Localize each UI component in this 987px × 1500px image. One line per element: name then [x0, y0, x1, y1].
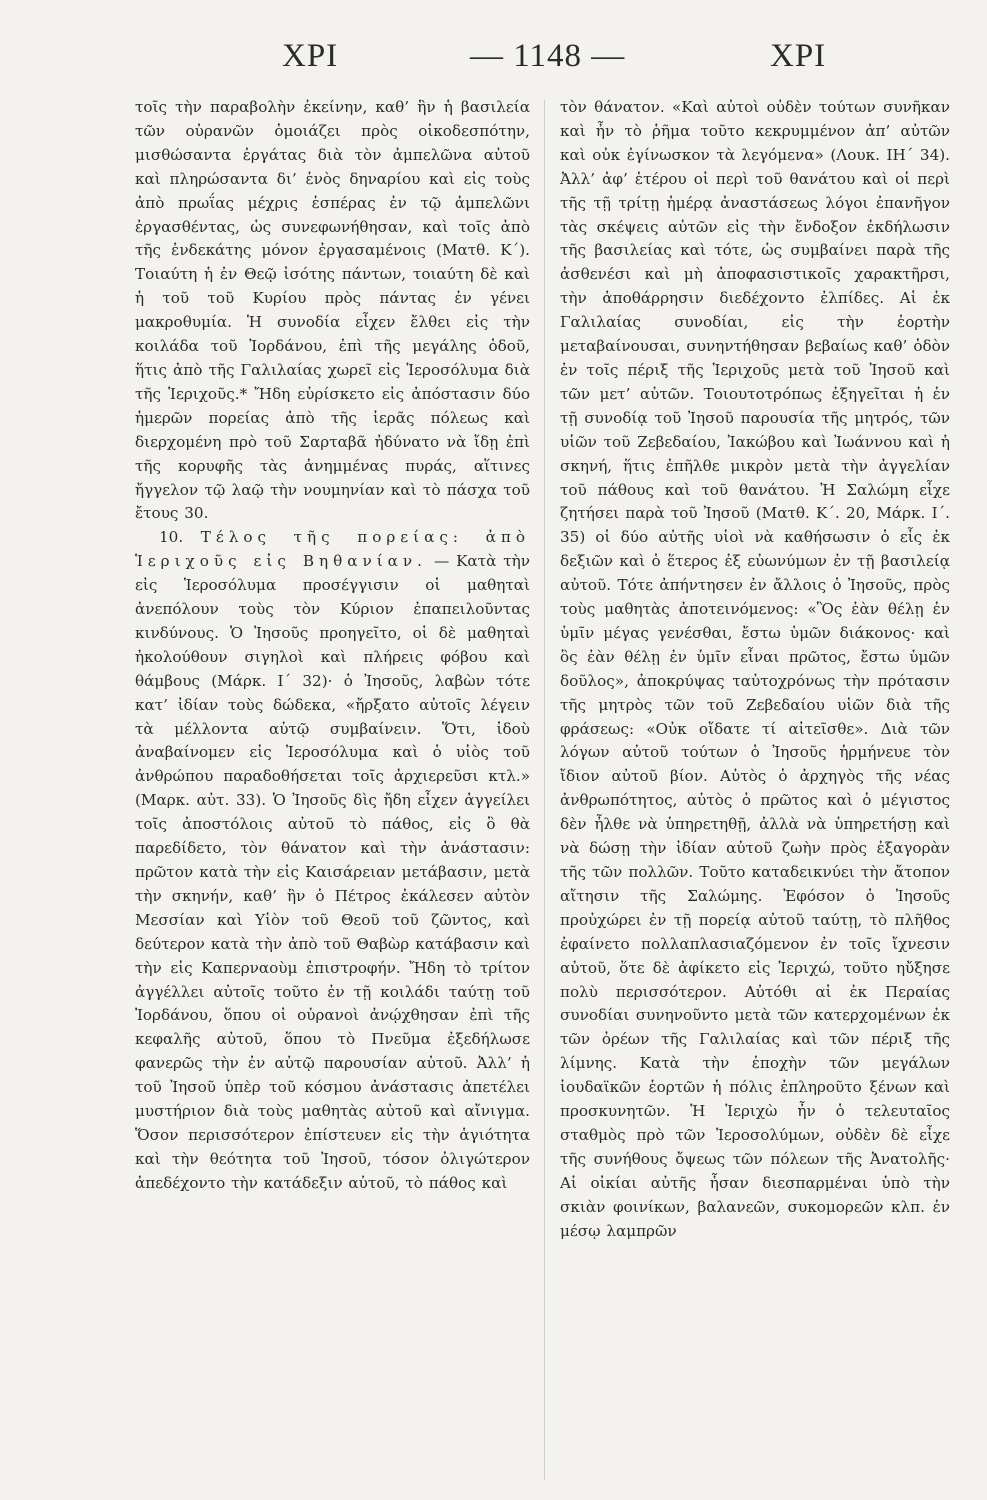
section-number: 10. [159, 528, 184, 547]
left-column [135, 96, 530, 1486]
page-number: — 1148 — [470, 38, 626, 74]
page-header [0, 38, 987, 88]
right-column [560, 96, 950, 1486]
section-10-paragraph [135, 526, 530, 1195]
column-divider [544, 100, 545, 1480]
header-right-keyword: ΧΡΙ [770, 38, 827, 74]
right-paragraph-1: τὸν θάνατον. «Καὶ αὐτοὶ οὐδὲν τούτων συνῆκαν καὶ ἦν τὸ ῥῆμα τοῦτο κεκρυμμένον ἀπ’ αὐτῶν καὶ οὐκ ἐγίνωσκον τὰ λεγόμενα» (Λουκ. ΙΗ΄ 34). Ἀλλ’ ἀφ’ ἑτέρου οἱ περὶ τοῦ θανάτου καὶ οἱ περὶ τῆς τῇ τρίτῃ ἡμέρᾳ ἀναστάσεως λόγοι ἐπανῆγον τὰς σκέψεις αὐτῶν εἰς τὴν ἔνδοξον ἐκδήλωσιν τῆς βασιλείας καὶ τότε, ὡς συμβαίνει παρὰ τῆς ἀσθενέσι καὶ μὴ ἀποφασιστικοῖς χαρακτῆρσι, τὴν ἀποθάρρησιν διεδέχοντο ἐλπίδες. Αἱ ἐκ Γαλιλαίας συνοδίαι, εἰς τὴν ἑορτὴν μεταβαίνουσαι, συνηντήθησαν βεβαίως καθ’ ὁδὸν ἐν τοῖς πέριξ τῆς Ἱεριχοῦς μετὰ τοῦ Ἰησοῦ καὶ τῶν μετ’ αὐτῶν. Τοιουτοτρόπως ἐξηγεῖται ἡ ἐν τῇ συνοδίᾳ τοῦ Ἰησοῦ παρουσία τῆς μητρός, τῶν υἱῶν τοῦ Ζεβεδαίου, Ἰακώβου καὶ Ἰωάννου καὶ ἡ σκηνή, ἥτις ἐπῆλθε μικρὸν μετὰ τὴν ἀγγελίαν τοῦ πάθους καὶ τοῦ θανάτου. Ἡ Σαλώμη εἶχε ζητήσει παρὰ τοῦ Ἰησοῦ (Ματθ. Κ΄. 20, Μάρκ. Ι΄. 35) οἱ δύο αὐτῆς υἱοὶ νὰ καθήσωσιν ὁ εἷς ἐκ δεξιῶν καὶ ὁ ἕτερος ἐξ εὐωνύμων ἐν τῇ βασιλείᾳ αὐτοῦ. Τότε ἀπήντησεν ἐν ἄλλοις ὁ Ἰησοῦς, πρὸς τοὺς μαθητὰς ἀποτεινόμενος: «Ὃς ἐὰν θέλῃ ἐν ὑμῖν μέγας γενέσθαι, ἔστω ὑμῶν διάκονος· καὶ ὃς ἐὰν θέλῃ ἐν ὑμῖν εἶναι πρῶτος, ἔστω ὑμῶν δοῦλος», ἀποκρύψας ταὐτοχρόνως τὴν πρότασιν τῆς μητρὸς τῶν τοῦ Ζεβεδαίου υἱῶν διὰ τῆς φράσεως: «Οὐκ οἴδατε τί αἰτεῖσθε». Διὰ τῶν λόγων αὐτοῦ τούτων ὁ Ἰησοῦς ἡρμήνευε τὸν ἴδιον αὐτοῦ βίον. Αὐτὸς ὁ ἀρχηγὸς τῆς νέας ἀνθρωπότητος, αὐτὸς ὁ πρῶτος καὶ ὁ μέγιστος δὲν ἦλθε νὰ ὑπηρετηθῇ, ἀλλὰ νὰ ὑπηρετήσῃ καὶ νὰ δώσῃ τὴν ἰδίαν αὐτοῦ ζωὴν πρὸς ἐξαγορὰν τῆς τῶν πολλῶν. Τοῦτο καταδεικνύει τὴν ἄτοπον αἴτησιν τῆς Σαλώμης. Ἐφόσον ὁ Ἰησοῦς προὐχώρει ἐν τῇ πορείᾳ αὐτοῦ ταύτῃ, τὸ πλῆθος ἐφαίνετο πολλαπλασιαζόμενον ἐν τοῖς ἴχνεσιν αὐτοῦ, ὅτε δὲ ἀφίκετο εἰς Ἱεριχώ, τοῦτο ηὔξησε πολὺ περισσότερον. Αὐτόθι αἱ ἐκ Περαίας συνοδίαι συνηνοῦντο μετὰ τῶν κατερχομένων ἐκ τῶν ὀρέων τῆς Γαλιλαίας καὶ τῶν πέριξ τῆς λίμνης. Κατὰ τὴν ἐποχὴν τῶν μεγάλων ἰουδαϊκῶν ἑορτῶν ἡ πόλις ἐπληροῦτο ξένων καὶ προσκυνητῶν. Ἡ Ἱεριχὼ ἦν ὁ τελευταῖος σταθμὸς πρὸ τῶν Ἱεροσολύμων, οὐδὲν δὲ εἶχε τῆς συνήθους ὄψεως τῶν πόλεων τῆς Ἀνατολῆς· Αἱ οἰκίαι αὐτῆς ἦσαν διεσπαρμέναι ὑπὸ τὴν σκιὰν φοινίκων, βαλανεῶν, συκομορεῶν κλπ. ἐν μέσῳ λαμπρῶν [560, 98, 950, 1240]
left-paragraph-1: τοῖς τὴν παραβολὴν ἐκείνην, καθ’ ἣν ἡ βασιλεία τῶν οὐρανῶν ὁμοιάζει πρὸς οἰκοδεσπότην, μισθώσαντα ἐργάτας διὰ τὸν ἀμπελῶνα αὐτοῦ καὶ πληρώσαντα δι’ ἑνὸς δηναρίου καὶ εἰς τοὺς ἀπὸ πρωΐας μέχρις ἑσπέρας ἐν τῷ ἀμπελῶνι ἐργασθέντας, ὡς συνεφωνήθησαν, καὶ τοῖς ἀπὸ τῆς ἑνδεκάτης μόνον ἐργασαμένοις (Ματθ. Κ΄). Τοιαύτη ἡ ἐν Θεῷ ἰσότης πάντων, τοιαύτη δὲ καὶ ἡ τοῦ τοῦ Κυρίου πρὸς πάντας ἐν γένει μακροθυμία. Ἡ συνοδία εἶχεν ἔλθει εἰς τὴν κοιλάδα τοῦ Ἰορδάνου, ἐπὶ τῆς μεγάλης ὁδοῦ, ἥτις ἀπὸ τῆς Γαλιλαίας χωρεῖ εἰς Ἱεροσόλυμα διὰ τῆς Ἱεριχοῦς.* Ἤδη εὑρίσκετο εἰς ἀπόστασιν δύο ἡμερῶν πορείας ἀπὸ τῆς ἱερᾶς πόλεως καὶ διερχομένη πρὸ τοῦ Σαρταβᾶ ἠδύνατο νὰ ἴδῃ ἐπὶ τῆς κορυφῆς τὰς ἀνημμένας πυράς, αἵτινες ἤγγελον τῷ λαῷ τὴν νουμηνίαν καὶ τὸ πάσχα τοῦ ἔτους 30. [135, 98, 530, 523]
section-title: Τέλος τῆς πορείας: ἀπὸ Ἱεριχοῦς εἰς Βηθανίαν. [135, 528, 530, 571]
header-left-keyword: ΧΡΙ [282, 38, 339, 74]
section-10-text: — Κατὰ τὴν εἰς Ἱεροσόλυμα προσέγγισιν οἱ μαθηταὶ ἀνεπόλουν τοὺς τὸν Κύριον ἐπαπειλοῦντας κινδύνους. Ὁ Ἰησοῦς προηγεῖτο, οἱ δὲ μαθηταὶ ἠκολούθουν σιγηλοὶ καὶ πλήρεις φόβου καὶ θάμβους (Μάρκ. Ι΄ 32)· ὁ Ἰησοῦς, λαβὼν τότε κατ’ ἰδίαν τοὺς δώδεκα, «ἤρξατο αὐτοῖς λέγειν τὰ μέλλοντα αὐτῷ συμβαίνειν. Ὅτι, ἰδοὺ ἀναβαίνομεν εἰς Ἱεροσόλυμα καὶ ὁ υἱὸς τοῦ ἀνθρώπου παραδοθήσεται τοῖς ἀρχιερεῦσι κτλ.» (Μαρκ. αὐτ. 33). Ὁ Ἰησοῦς δὶς ἤδη εἶχεν ἀγγείλει τοῖς ἀποστόλοις αὐτοῦ τὸ πάθος, εἰς ὃ θὰ παρεδίδετο, τὸν θάνατον καὶ τὴν ἀνάστασιν: πρῶτον κατὰ τὴν εἰς Καισάρειαν μετάβασιν, μετὰ τὴν σκηνήν, καθ’ ἣν ὁ Πέτρος ἐκάλεσεν αὐτὸν Μεσσίαν καὶ Υἱὸν τοῦ Θεοῦ τοῦ ζῶντος, καὶ δεύτερον κατὰ τὴν ἀπὸ τοῦ Θαβὼρ κατάβασιν καὶ τὴν εἰς Καπερναοὺμ ἐπιστροφήν. Ἤδη τὸ τρίτον ἀγγέλλει αὐτοῖς τοῦτο ἐν τῇ κοιλάδι ταύτῃ τοῦ Ἰορδάνου, ὅπου οἱ οὐρανοὶ ἀνῴχθησαν ἐπὶ τῆς κεφαλῆς αὐτοῦ, ὅπου τὸ Πνεῦμα ἐξεδήλωσε φανερῶς τὴν ἐν αὐτῷ παρουσίαν αὐτοῦ. Ἀλλ’ ἡ τοῦ Ἰησοῦ ὑπὲρ τοῦ κόσμου ἀνάστασις ἀπετέλει μυστήριον διὰ τοὺς μαθητὰς αὐτοῦ καὶ αἴνιγμα. Ὅσον περισσότερον ἐπίστευεν εἰς τὴν ἁγιότητα καὶ τὴν θεότητα τοῦ Ἰησοῦ, τόσον ὀλιγώτερον ἀπεδέχοντο τὴν κατάδεξιν αὐτοῦ, τὸ πάθος καὶ [135, 552, 531, 1192]
